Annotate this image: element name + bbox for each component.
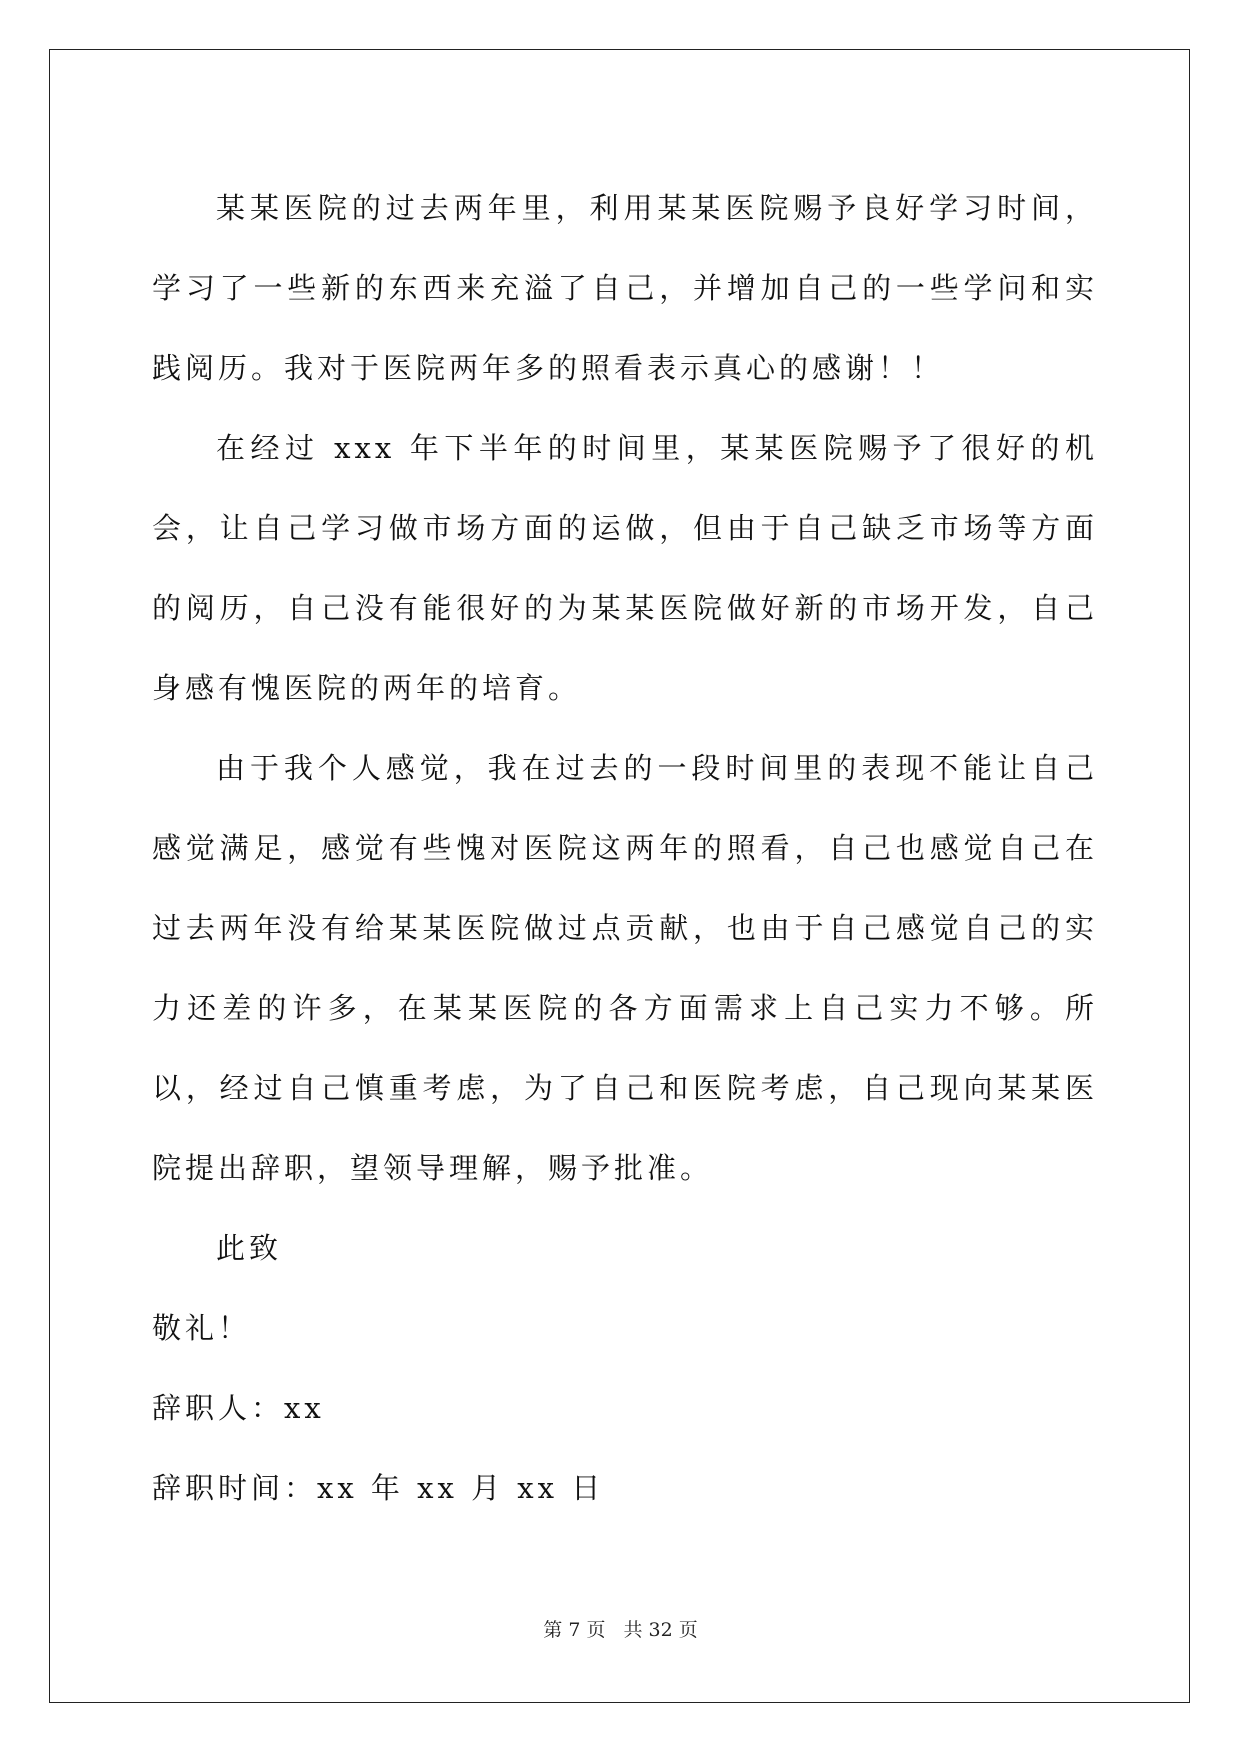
salute-line: 敬礼！ bbox=[152, 1311, 252, 1345]
page-number: 第 7 页 bbox=[543, 1619, 606, 1641]
closing-line: 此致 bbox=[216, 1231, 283, 1265]
paragraph-3: 由于我个人感觉，我在过去的一段时间里的表现不能让自己感觉满足，感觉有些愧对医院这两年的照看，自己也感觉自己在过去两年没有给某某医院做过点贡献，也由于自己感觉自己的实力还差的许多，在某某医院的各方面需求上自己实力不够。所以，经过自己慎重考虑，为了自己和医院考虑，自己现向某某医院提出辞职，望领导理解，赐予批准。 bbox=[152, 751, 1098, 1185]
paragraph-2: 在经过 xxx 年下半年的时间里，某某医院赐予了很好的机会，让自己学习做市场方面的运做，但由于自己缺乏市场等方面的阅历，自己没有能很好的为某某医院做好新的市场开发，自己身感有愧医院的两年的培育。 bbox=[152, 431, 1098, 705]
page-footer bbox=[0, 1615, 1241, 1642]
page-total: 共 32 页 bbox=[623, 1619, 698, 1641]
signer-line: 辞职人：xx bbox=[152, 1391, 325, 1425]
paragraph-1: 某某医院的过去两年里，利用某某医院赐予良好学习时间，学习了一些新的东西来充溢了自己，并增加自己的一些学问和实践阅历。我对于医院两年多的照看表示真心的感谢！！ bbox=[152, 191, 1098, 385]
letter-body bbox=[152, 168, 1098, 1528]
date-line: 辞职时间：xx 年 xx 月 xx 日 bbox=[152, 1471, 605, 1505]
